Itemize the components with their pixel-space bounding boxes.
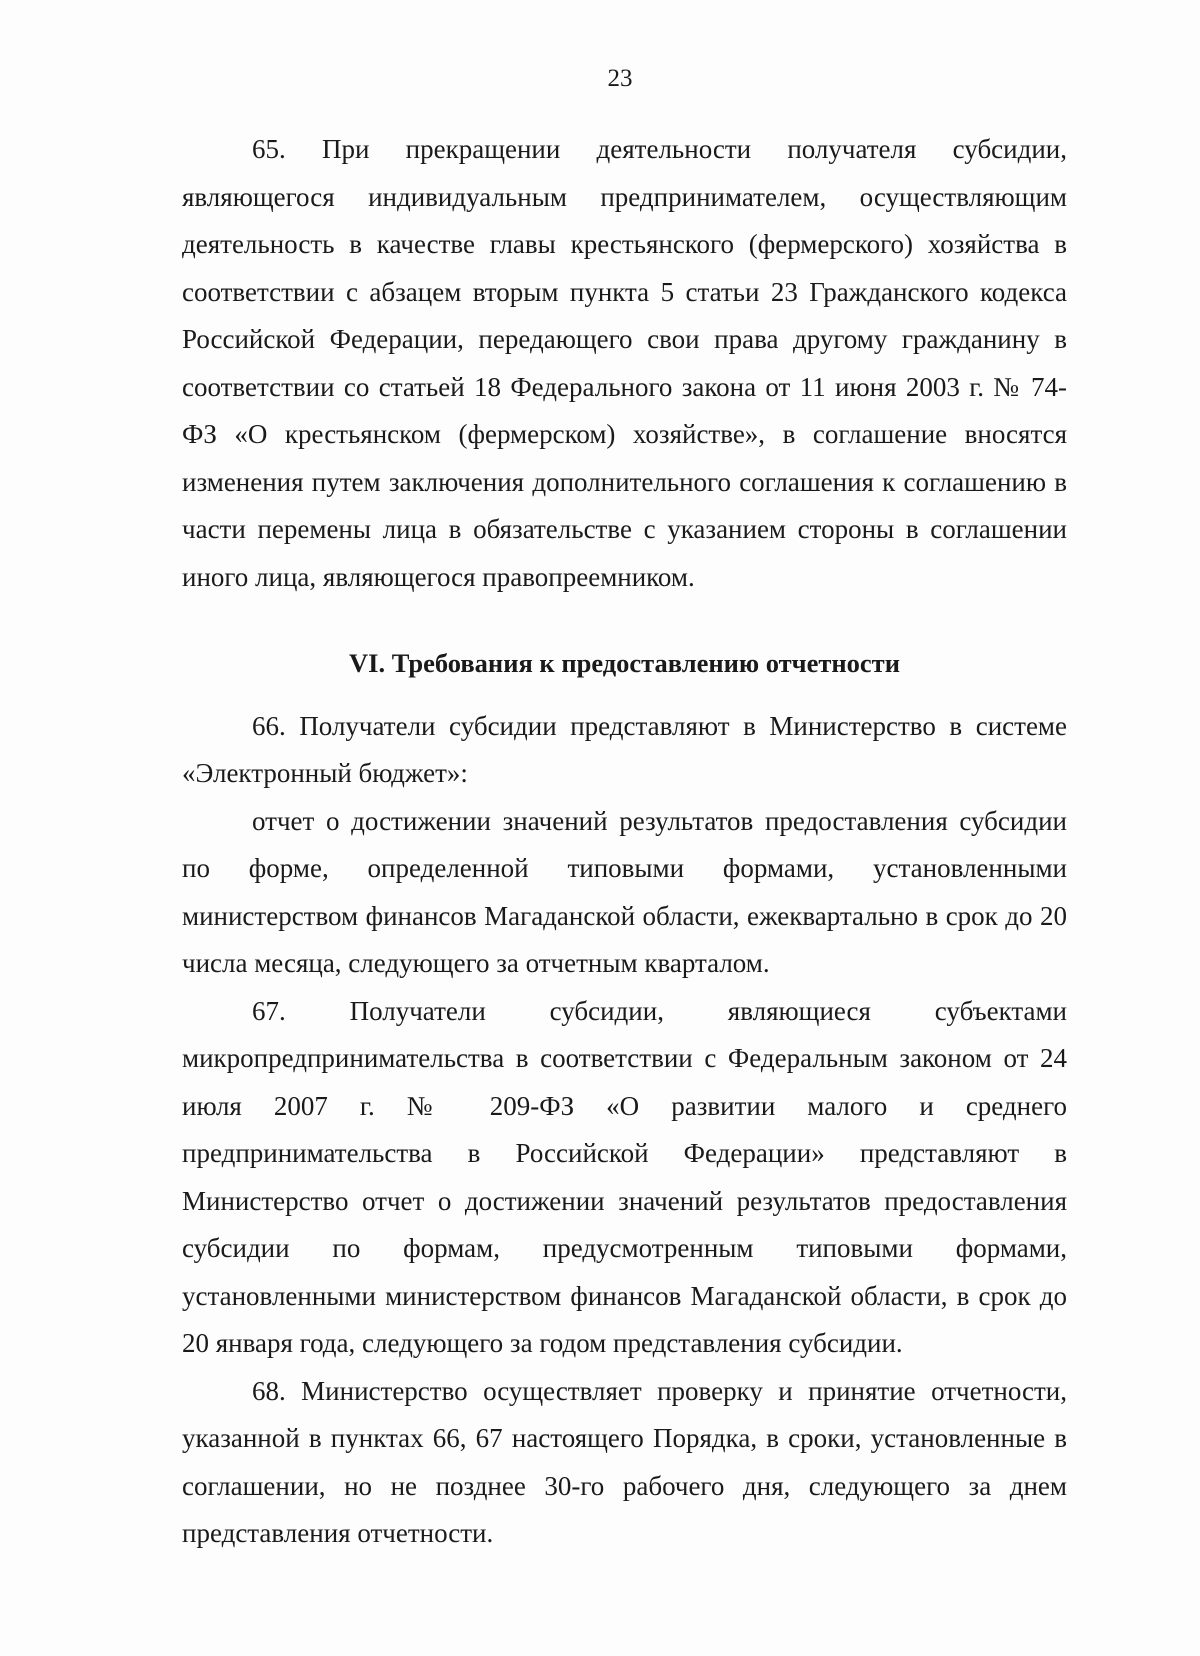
- page-number: 23: [607, 65, 633, 92]
- paragraph-67: 67. Получатели субсидии, являющиеся субъектами микропредпринимательства в соответствии с Федеральным законом от 24 июля 2007 г. № 209-ФЗ «О развитии малого и среднего предпринимательства в Российской Федерации» представляют в Министерство отчет о достижении значений результатов предоставления субсидии по формам, предусмотренным типовыми формами, установленными министерством финансов Магаданской области, в срок до 20 января года, следующего за годом представления субсидии.: [182, 995, 1067, 1358]
- section-heading: VI. Требования к предоставлению отчетности: [349, 648, 900, 678]
- paragraph-66: 66. Получатели субсидии представляют в Министерство в системе «Электронный бюджет»:: [182, 710, 1067, 788]
- paragraph-68: 68. Министерство осуществляет проверку и принятие отчетности, указанной в пунктах 66, 67 настоящего Порядка, в сроки, установленные в соглашении, но не позднее 30-го рабочего дня, следующего за днем представления отчетности.: [182, 1375, 1067, 1548]
- document-body: [182, 126, 1067, 1558]
- paragraph-66-report: отчет о достижении значений результатов предоставления субсидии по форме, определенной типовыми формами, установленными министерством финансов Магаданской области, ежеквартально в срок до 20 числа месяца, следующего за отчетным кварталом.: [182, 805, 1067, 978]
- paragraph-65: 65. При прекращении деятельности получателя субсидии, являющегося индивидуальным предпринимателем, осуществляющим деятельность в качестве главы крестьянского (фермерского) хозяйства в соответствии с абзацем вторым пункта 5 статьи 23 Гражданского кодекса Российской Федерации, передающего свои права другому гражданину в соответствии со статьей 18 Федерального закона от 11 июня 2003 г. № 74-ФЗ «О крестьянском (фермерском) хозяйстве», в соглашение вносятся изменения путем заключения дополнительного соглашения к соглашению в части перемены лица в обязательстве с указанием стороны в соглашении иного лица, являющегося правопреемником.: [182, 134, 1067, 592]
